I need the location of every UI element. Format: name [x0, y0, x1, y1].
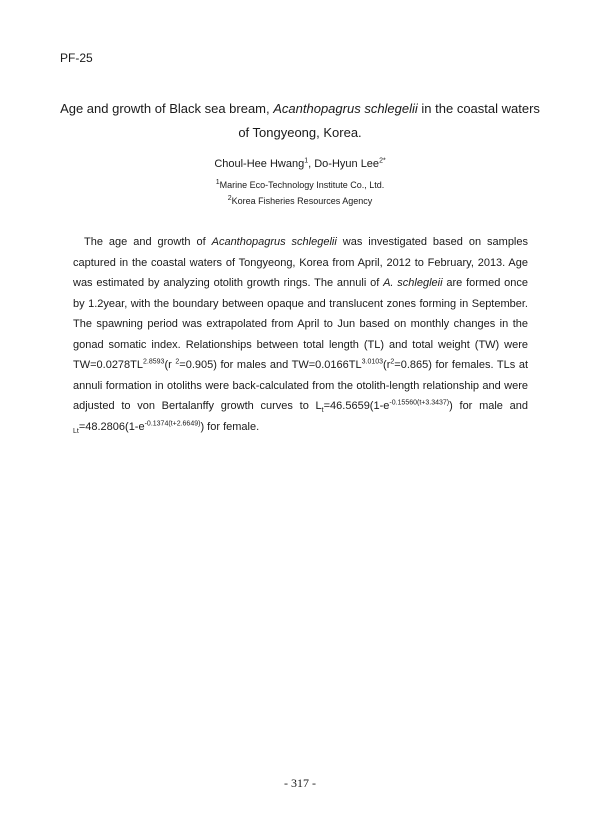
male-exponent: 2.8593: [143, 358, 165, 366]
length-subscript: t: [321, 407, 324, 415]
abstract-paragraph: [73, 232, 528, 437]
author-separator: ,: [308, 158, 315, 170]
abstract-text: ) for male and: [449, 400, 528, 412]
author-1-affiliation-mark: 1: [304, 157, 309, 165]
abstract-text: (r: [164, 359, 176, 371]
abstract-text: =0.905) for males and TW=0.0166TL: [179, 359, 362, 371]
affiliation-2: [0, 195, 600, 207]
abstract-text: The age and growth of: [84, 236, 212, 248]
abstract-species-abbrev: A. schlegleii: [383, 277, 443, 289]
length-subscript: Lt: [73, 427, 79, 435]
affiliation-1-text: Marine Eco-Technology Institute Co., Ltd.: [219, 180, 385, 190]
author-line: [0, 157, 600, 171]
affiliation-2-mark: 2: [227, 195, 232, 202]
male-growth-exponent: -0.15560(t+3.3437): [389, 399, 450, 407]
author-2-affiliation-mark: 2*: [379, 157, 386, 165]
title-text-2: in the coastal waters of Tongyeong, Korea.: [238, 101, 540, 140]
author-1: Choul-Hee Hwang: [214, 158, 305, 170]
abstract-text: was investigated based on samples captured in the coastal waters of Tongyeong, Korea from April, 2012 to February, 2013. Age was estimated by analyzing otolith growth rings. The annuli of: [73, 236, 528, 289]
session-code: PF-25: [60, 51, 93, 65]
affiliation-2-text: Korea Fisheries Resources Agency: [231, 196, 373, 206]
abstract-text: =46.5659(1-e: [323, 400, 390, 412]
r-squared-exponent: 2: [175, 358, 180, 366]
abstract-text: ) for female.: [200, 420, 260, 433]
abstract-text: are formed once by 1.2year, with the boundary between opaque and translucent zones forming in September. The spawning period was extrapolated from April to Jun based on monthly changes in the gonad somatic index. Relationships between total length (TL) and total weight (TW) were TW=0.0278TL: [73, 277, 529, 371]
abstract-text: =0.865) for females. TLs at annuli formation in otoliths were back-calculated from the otolith-length relationship and were adjusted to von Bertalanffy growth curves to L: [73, 359, 529, 412]
female-exponent: 3.0103: [361, 358, 384, 366]
abstract-text: =48.2806(1-e: [78, 420, 145, 433]
author-2: Do-Hyun Lee: [314, 158, 380, 170]
page-number: - 317 -: [284, 776, 316, 790]
affiliation-1: [0, 179, 600, 191]
title-text-1: Age and growth of Black sea bream,: [60, 101, 274, 116]
r-squared-exponent: 2: [390, 358, 395, 366]
paper-title: [56, 97, 544, 145]
abstract-species-name: Acanthopagrus schlegelii: [211, 236, 337, 248]
affiliation-1-mark: 1: [215, 179, 220, 186]
abstract-text: (r: [383, 359, 391, 371]
female-growth-exponent: -0.1374(t+2.6649): [144, 419, 201, 427]
title-species-name: Acanthopagrus schlegelii: [273, 101, 418, 116]
